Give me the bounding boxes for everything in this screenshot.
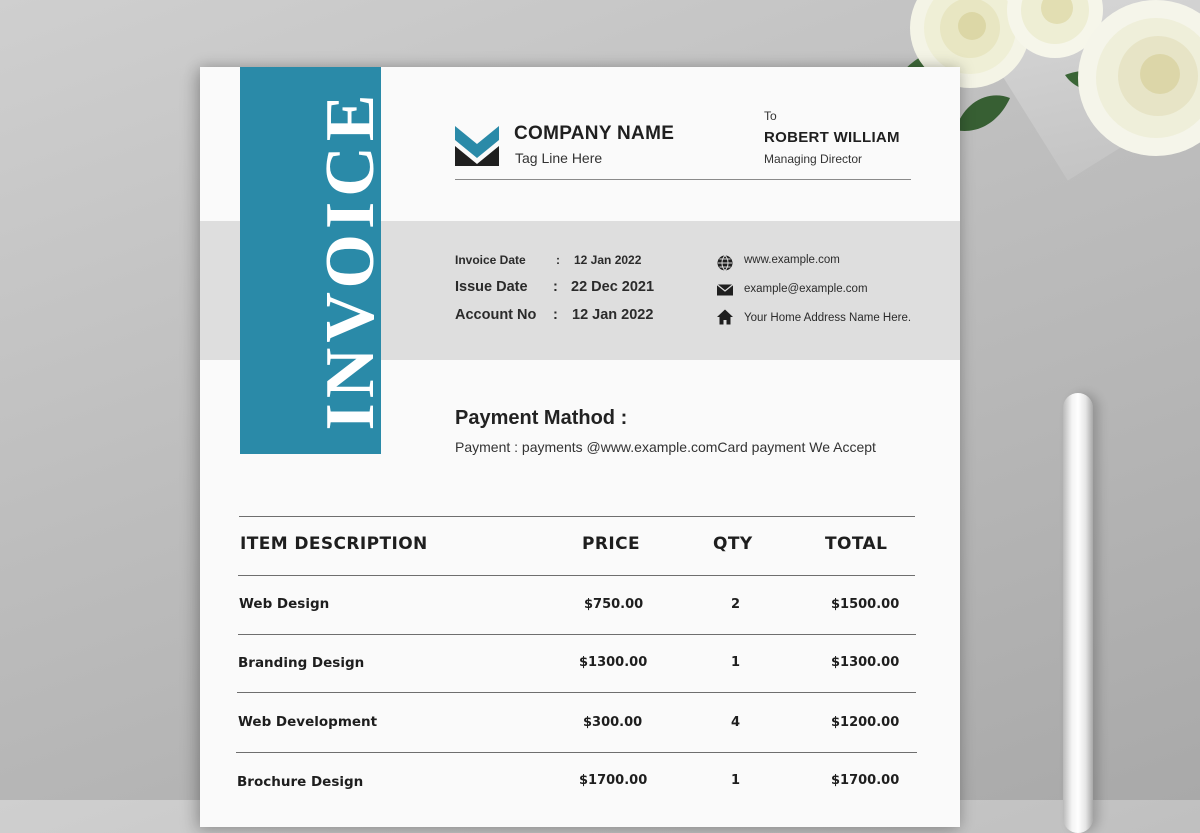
contact-address: Your Home Address Name Here. (744, 312, 912, 324)
row-total: $1500.00 (831, 597, 900, 612)
row-price: $1300.00 (579, 655, 648, 670)
contact-email: example@example.com (744, 283, 868, 295)
header-item-description: ITEM DESCRIPTION (240, 534, 428, 554)
pencil (1063, 393, 1093, 833)
table-header-rule (238, 575, 915, 576)
row-qty: 1 (731, 773, 741, 788)
meta-colon: : (556, 253, 560, 267)
meta-colon: : (553, 307, 558, 323)
company-logo-icon (455, 126, 499, 166)
recipient-to-label: To (764, 109, 777, 123)
contact-website: www.example.com (744, 254, 840, 266)
meta-colon: : (553, 279, 558, 295)
row-price: $1700.00 (579, 773, 648, 788)
row-qty: 2 (731, 597, 741, 612)
account-no-label: Account No (455, 307, 537, 323)
table-top-rule (239, 516, 915, 517)
row-qty: 1 (731, 655, 741, 670)
invoice-paper (200, 67, 960, 827)
home-icon (716, 308, 734, 326)
row-divider (237, 692, 916, 693)
row-total: $1300.00 (831, 655, 900, 670)
row-price: $300.00 (583, 715, 643, 730)
header-total: TOTAL (825, 534, 888, 554)
header-qty: QTY (713, 534, 753, 554)
row-description: Web Development (238, 714, 378, 730)
header-price: PRICE (582, 534, 640, 554)
row-description: Web Design (239, 596, 330, 612)
company-name: COMPANY NAME (514, 123, 675, 144)
globe-icon (716, 254, 734, 272)
company-tagline: Tag Line Here (515, 150, 603, 166)
payment-method-title: Payment Mathod : (455, 407, 628, 429)
row-total: $1200.00 (831, 715, 900, 730)
row-price: $750.00 (584, 597, 644, 612)
row-divider (238, 634, 916, 635)
invoice-date-label: Invoice Date (455, 253, 526, 267)
invoice-ribbon (240, 67, 389, 454)
mail-icon (716, 281, 734, 299)
issue-date-label: Issue Date (455, 279, 528, 295)
account-no-value: 12 Jan 2022 (572, 307, 654, 323)
invoice-date-value: 12 Jan 2022 (574, 253, 642, 267)
payment-method-text: Payment : payments @www.example.comCard payment We Accept (455, 439, 876, 455)
header-divider (455, 179, 911, 180)
issue-date-value: 22 Dec 2021 (571, 279, 655, 295)
row-total: $1700.00 (831, 773, 900, 788)
row-description: Brochure Design (237, 774, 364, 790)
recipient-name: ROBERT WILLIAM (764, 129, 900, 146)
row-description: Branding Design (238, 655, 365, 671)
row-qty: 4 (731, 715, 741, 730)
invoice-title: INVOICE (311, 89, 389, 431)
recipient-title: Managing Director (764, 152, 863, 166)
row-divider (236, 752, 917, 753)
